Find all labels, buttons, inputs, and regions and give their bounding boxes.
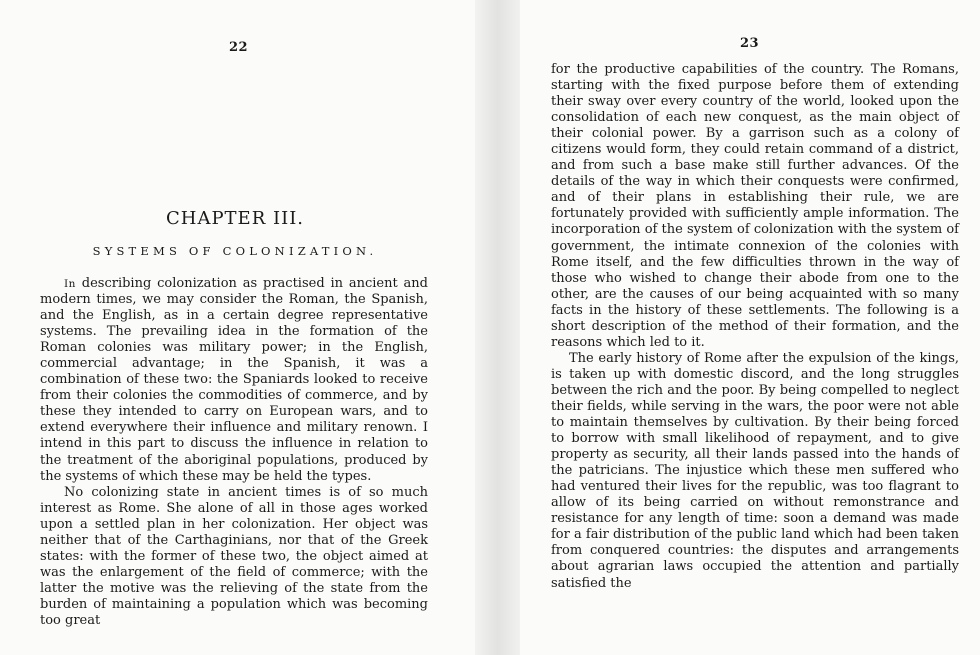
right-page: [520, 0, 980, 655]
left-body-text: [40, 276, 428, 629]
paragraph: [40, 276, 428, 485]
paragraph: The early history of Rome after the expulsion of the kings, is taken up with domestic discord, and the long struggles between the rich and the poor. By being compelled to neglect their fields, while serving in the wars, the poor were not able to maintain themselves by cultivation. By their being forced to borrow with small likelihood of repayment, and to give property as security, all their lands passed into the hands of the patricians. The injustice which these men suffered who had ventured their lives for the republic, was too flagrant to allow of its being carried on without remonstrance and resistance for any length of time: soon a demand was made for a fair distribution of the public land which had been taken from conquered countries: the disputes and arrangements about agrarian laws occupied the attention and partially satisfied the: [551, 350, 959, 591]
left-page: [0, 0, 475, 655]
right-body-text: [551, 62, 959, 592]
page-number: 22: [229, 40, 249, 55]
chapter-title: CHAPTER III.: [165, 208, 305, 229]
drop-word: In: [64, 278, 76, 290]
book-gutter: [475, 0, 520, 655]
paragraph-text: describing colonization as practised in ancient and modern times, we may consider the Roman, the Spanish, and the English, as in a certain degree representative systems. The prevailing idea in the formation of the Roman colonies was military power; in the English, commercial advantage; in the Spanish, it was a combination of these two: the Spaniards looked to receive from their colonies the commodities of commerce, and by these they intended to carry on European wars, and to extend everywhere their influence and military renown. I intend in this part to discuss the influence in relation to the treatment of the aboriginal populations, produced by the systems of which these may be held the types.: [40, 276, 428, 484]
paragraph: for the productive capabilities of the country. The Romans, starting with the fixed purpose before them of extending their sway over every country of the world, looked upon the consolidation of each new conquest, as the main object of their colonial power. By a garrison such as a colony of citizens would form, they could retain command of a district, and from such a base make still further advances. Of the details of the way in which their conquests were confirmed, and of their plans in establishing their rule, we are fortunately provided with sufficiently ample information. The incorporation of the system of colonization with the system of government, the intimate connexion of the colonies with Rome itself, and the few difficulties thrown in the way of those who wished to change their abode from one to the other, are the causes of our being acquainted with so many facts in the history of these settlements. The following is a short description of the method of their formation, and the reasons which led to it.: [551, 62, 959, 350]
section-title: SYSTEMS OF COLONIZATION.: [92, 244, 378, 258]
page-number: 23: [740, 36, 760, 51]
paragraph: No colonizing state in ancient times is of so much interest as Rome. She alone of all in those ages worked upon a settled plan in her colonization. Her object was neither that of the Carthaginians, nor that of the Greek states: with the former of these two, the object aimed at was the enlargement of the field of commerce; with the latter the motive was the relieving of the state from the burden of maintaining a population which was becoming too great: [40, 484, 428, 628]
